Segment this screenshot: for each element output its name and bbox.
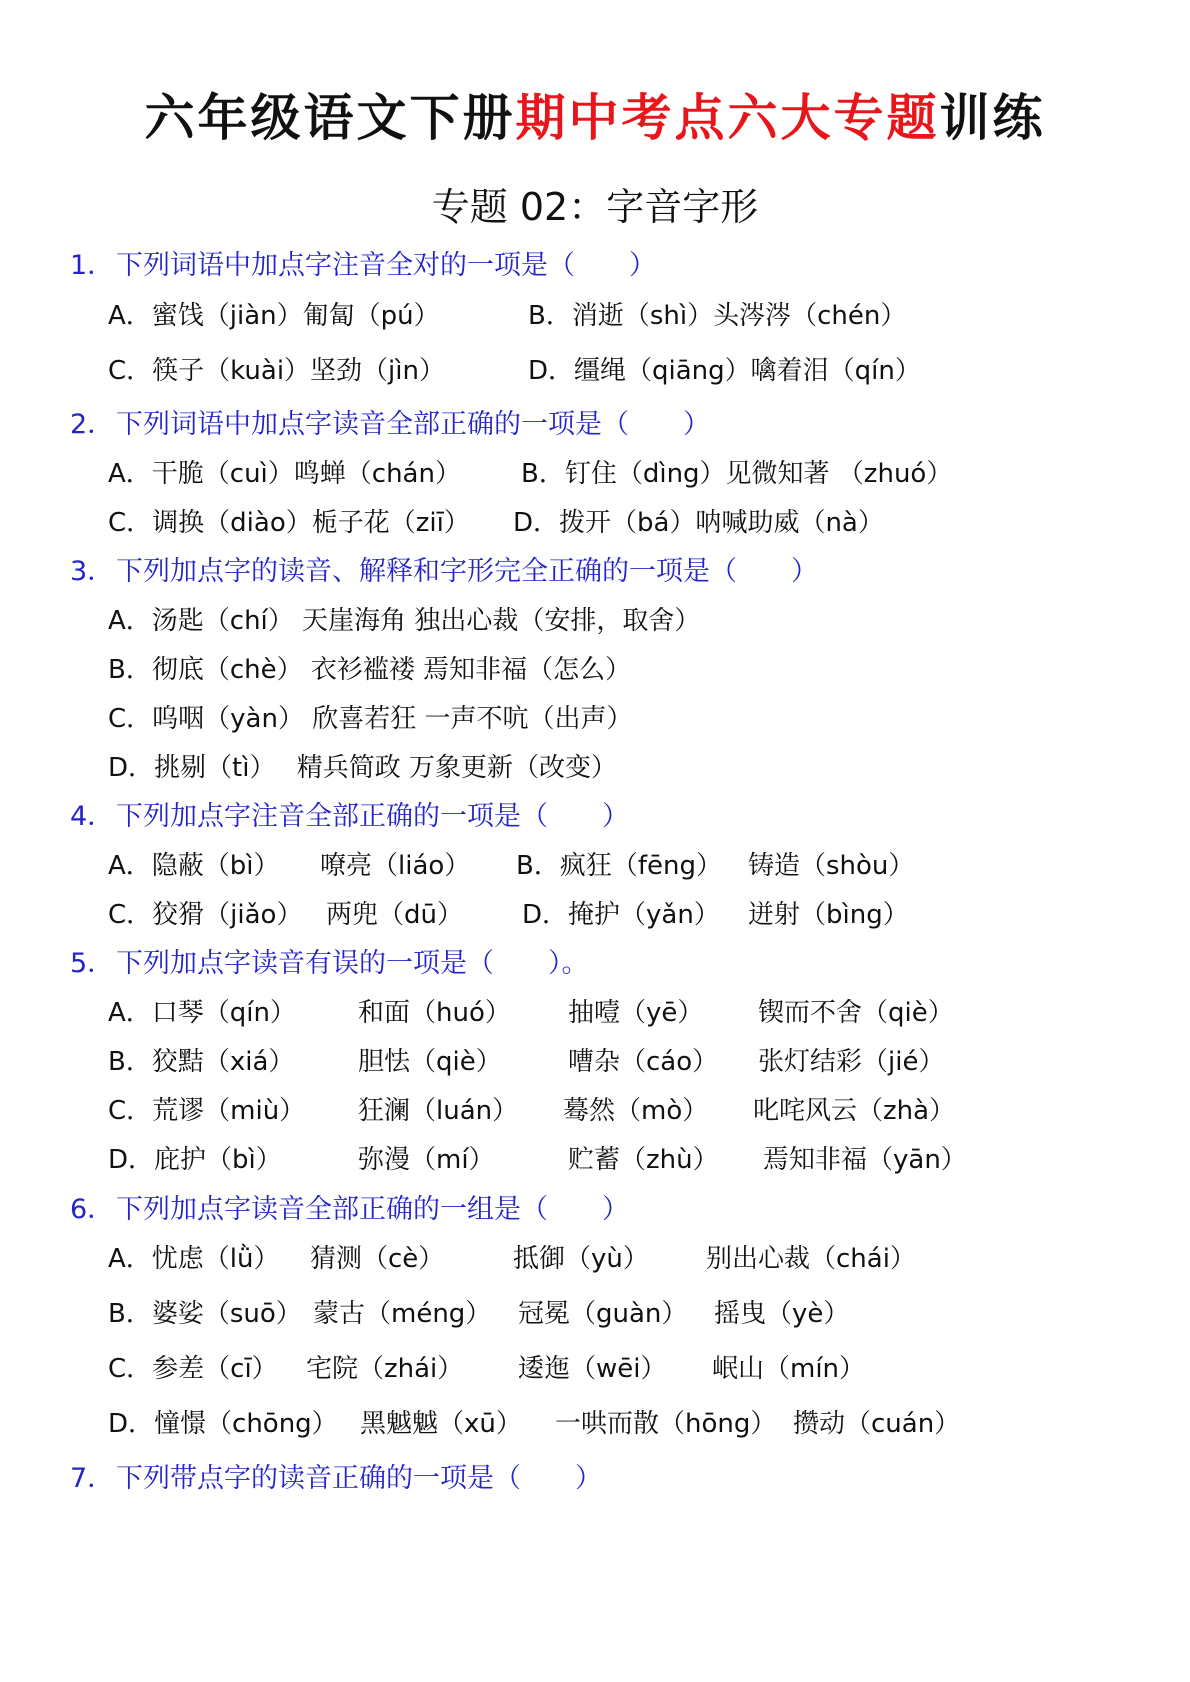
option-cell: A．口琴（qín）: [108, 998, 296, 1028]
option-cell: D．掩护（yǎn）: [522, 900, 720, 930]
option-cell: A．蜜饯（jiàn）匍匐（pú）: [108, 301, 440, 331]
question-number: 7．: [70, 1463, 115, 1494]
option-cell: 胆怯（qiè）: [358, 1047, 502, 1077]
question-number: 3．: [70, 556, 115, 587]
question-number: 5．: [70, 948, 115, 979]
option-cell: 贮蓄（zhù）: [568, 1145, 719, 1175]
option-cell: D．挑剔（tì） 精兵简政 万象更新（改变）: [108, 753, 617, 783]
title-part1: 六年级语文下册: [144, 89, 516, 147]
option-cell: D．拨开（bá）呐喊助威（nà）: [513, 508, 884, 538]
option-cell: B．彻底（chè） 衣衫褴褛 焉知非福（怎么）: [108, 655, 632, 685]
option-cell: B．消逝（shì）头涔涔（chén）: [528, 301, 907, 331]
option-cell: 嘹亮（liáo）: [320, 851, 471, 881]
option-cell: 蒙古（méng）: [313, 1299, 492, 1329]
option-cell: D．缰绳（qiāng）噙着泪（qín）: [528, 356, 921, 386]
option-cell: 嘈杂（cáo）: [568, 1047, 719, 1077]
option-cell: 抵御（yù）: [513, 1244, 649, 1274]
question-text: 下列带点字的读音正确的一项是（ ）: [116, 1463, 602, 1494]
option-cell: B．钉住（dìng）见微知著 （zhuó）: [521, 459, 953, 489]
question-stem: [70, 944, 589, 984]
option-cell: D．憧憬（chōng）: [108, 1409, 338, 1439]
question-text: 下列词语中加点字注音全对的一项是（ ）: [116, 250, 656, 281]
option-cell: 黑魆魆（xū）: [360, 1409, 522, 1439]
page-subtitle: 专题 02：字音字形: [431, 185, 759, 229]
option-cell: A．干脆（cuì）鸣蝉（chán）: [108, 459, 461, 489]
option-cell: C．筷子（kuài）坚劲（jìn）: [108, 356, 445, 386]
question-stem: [70, 1190, 629, 1230]
question-stem: [70, 405, 710, 445]
option-cell: 猜测（cè）: [310, 1244, 445, 1274]
title-part2: 训练: [939, 89, 1046, 147]
option-cell: 攒动（cuán）: [793, 1409, 961, 1439]
title-highlight: 期中考点六大专题: [515, 89, 940, 147]
option-cell: C．狡猾（jiǎo）: [108, 900, 303, 930]
option-cell: 蓦然（mò）: [563, 1096, 709, 1126]
question-stem: [70, 797, 629, 837]
option-cell: 张灯结彩（jié）: [758, 1047, 945, 1077]
option-cell: 铸造（shòu）: [748, 851, 915, 881]
page-title: [0, 86, 1190, 150]
question-number: 6．: [70, 1194, 115, 1225]
option-cell: C．呜咽（yàn） 欣喜若狂 一声不吭（出声）: [108, 704, 633, 734]
option-cell: 叱咤风云（zhà）: [753, 1096, 956, 1126]
option-cell: B．狡黠（xiá）: [108, 1047, 295, 1077]
option-cell: 和面（huó）: [358, 998, 511, 1028]
question-number: 1．: [70, 250, 115, 281]
option-cell: 迸射（bìng）: [748, 900, 909, 930]
option-cell: B．婆娑（suō）: [108, 1299, 302, 1329]
question-text: 下列加点字注音全部正确的一项是（ ）: [116, 801, 629, 832]
option-cell: 一哄而散（hōng）: [555, 1409, 777, 1439]
option-cell: D．庇护（bì）: [108, 1145, 282, 1175]
option-cell: 焉知非福（yān）: [763, 1145, 967, 1175]
question-number: 4．: [70, 801, 115, 832]
option-cell: C．参差（cī）: [108, 1354, 278, 1384]
question-text: 下列加点字读音有误的一项是（ ）。: [116, 948, 589, 979]
option-cell: B．疯狂（fēng）: [516, 851, 722, 881]
option-cell: 冠冕（guàn）: [518, 1299, 688, 1329]
option-cell: 弥漫（mí）: [358, 1145, 495, 1175]
option-cell: A．汤匙（chí） 天崖海角 独出心裁（安排，取舍）: [108, 606, 701, 636]
option-cell: 宅院（zhái）: [306, 1354, 464, 1384]
option-cell: 逶迤（wēi）: [518, 1354, 667, 1384]
question-text: 下列加点字读音全部正确的一组是（ ）: [116, 1194, 629, 1225]
option-cell: C．调换（diào）栀子花（ziī）: [108, 508, 470, 538]
option-cell: 岷山（mín）: [712, 1354, 866, 1384]
question-stem: [70, 1459, 602, 1499]
option-cell: C．荒谬（miù）: [108, 1096, 306, 1126]
option-cell: A．忧虑（lǜ）: [108, 1244, 280, 1274]
option-cell: 两兜（dū）: [326, 900, 463, 930]
option-cell: 抽噎（yē）: [568, 998, 704, 1028]
question-stem: [70, 552, 818, 592]
option-cell: 锲而不舍（qiè）: [758, 998, 954, 1028]
question-text: 下列词语中加点字读音全部正确的一项是（ ）: [116, 409, 710, 440]
option-cell: 摇曳（yè）: [714, 1299, 850, 1329]
option-cell: 狂澜（luán）: [358, 1096, 519, 1126]
question-number: 2．: [70, 409, 115, 440]
option-cell: A．隐蔽（bì）: [108, 851, 280, 881]
option-cell: 别出心裁（chái）: [706, 1244, 916, 1274]
question-text: 下列加点字的读音、解释和字形完全正确的一项是（ ）: [116, 556, 818, 587]
question-stem: [70, 246, 656, 286]
